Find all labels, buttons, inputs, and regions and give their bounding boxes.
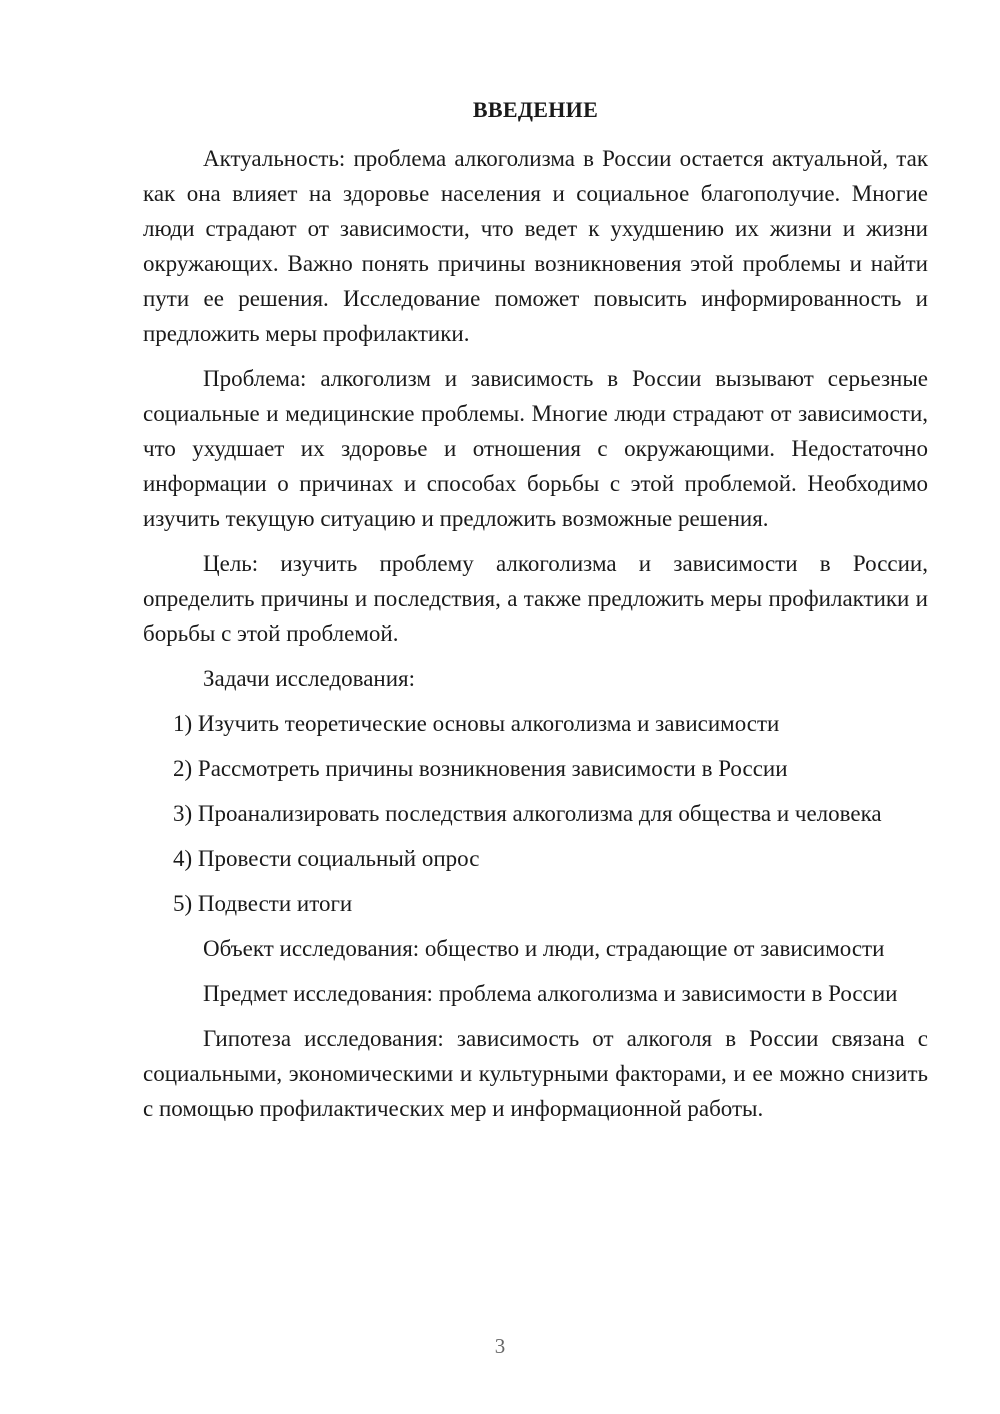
task-item: 1) Изучить теоретические основы алкоголизма и зависимости <box>173 711 780 736</box>
task-item: 4) Провести социальный опрос <box>173 846 480 871</box>
task-item: 5) Подвести итоги <box>173 891 353 916</box>
problem-paragraph: Проблема: алкоголизм и зависимость в России вызывают серьезные социальные и медицинские проблемы. Многие люди страдают от зависимости, что ухудшает их здоровье и отношения с окружающими. Недостаточно информации о причинах и способах борьбы с этой проблемой. Необходимо изучить текущую ситуацию и предложить возможные решения. <box>143 366 928 531</box>
subject-paragraph: Предмет исследования: проблема алкоголизма и зависимости в России <box>203 981 898 1006</box>
relevance-paragraph: Актуальность: проблема алкоголизма в России остается актуальной, так как она влияет на здоровье населения и социальное благополучие. Многие люди страдают от зависимости, что ведет к ухудшению их жизни и жизни окружающих. Важно понять причины возникновения этой проблемы и найти пути ее решения. Исследование поможет повысить информированность и предложить меры профилактики. <box>143 146 928 346</box>
task-item: 3) Проанализировать последствия алкоголизма для общества и человека <box>173 801 882 826</box>
section-title: ВВЕДЕНИЕ <box>472 97 599 122</box>
goal-paragraph: Цель: изучить проблему алкоголизма и зависимости в России, определить причины и последствия, а также предложить меры профилактики и борьбы с этой проблемой. <box>143 551 928 646</box>
task-item: 2) Рассмотреть причины возникновения зависимости в России <box>173 756 788 781</box>
tasks-heading: Задачи исследования: <box>203 666 416 691</box>
page-content <box>143 95 928 1136</box>
page-number: 3 <box>494 1334 506 1358</box>
hypothesis-paragraph: Гипотеза исследования: зависимость от алкоголя в России связана с социальными, экономическими и культурными факторами, и ее можно снизить с помощью профилактических мер и информационной работы. <box>143 1026 928 1121</box>
object-paragraph: Объект исследования: общество и люди, страдающие от зависимости <box>203 936 885 961</box>
